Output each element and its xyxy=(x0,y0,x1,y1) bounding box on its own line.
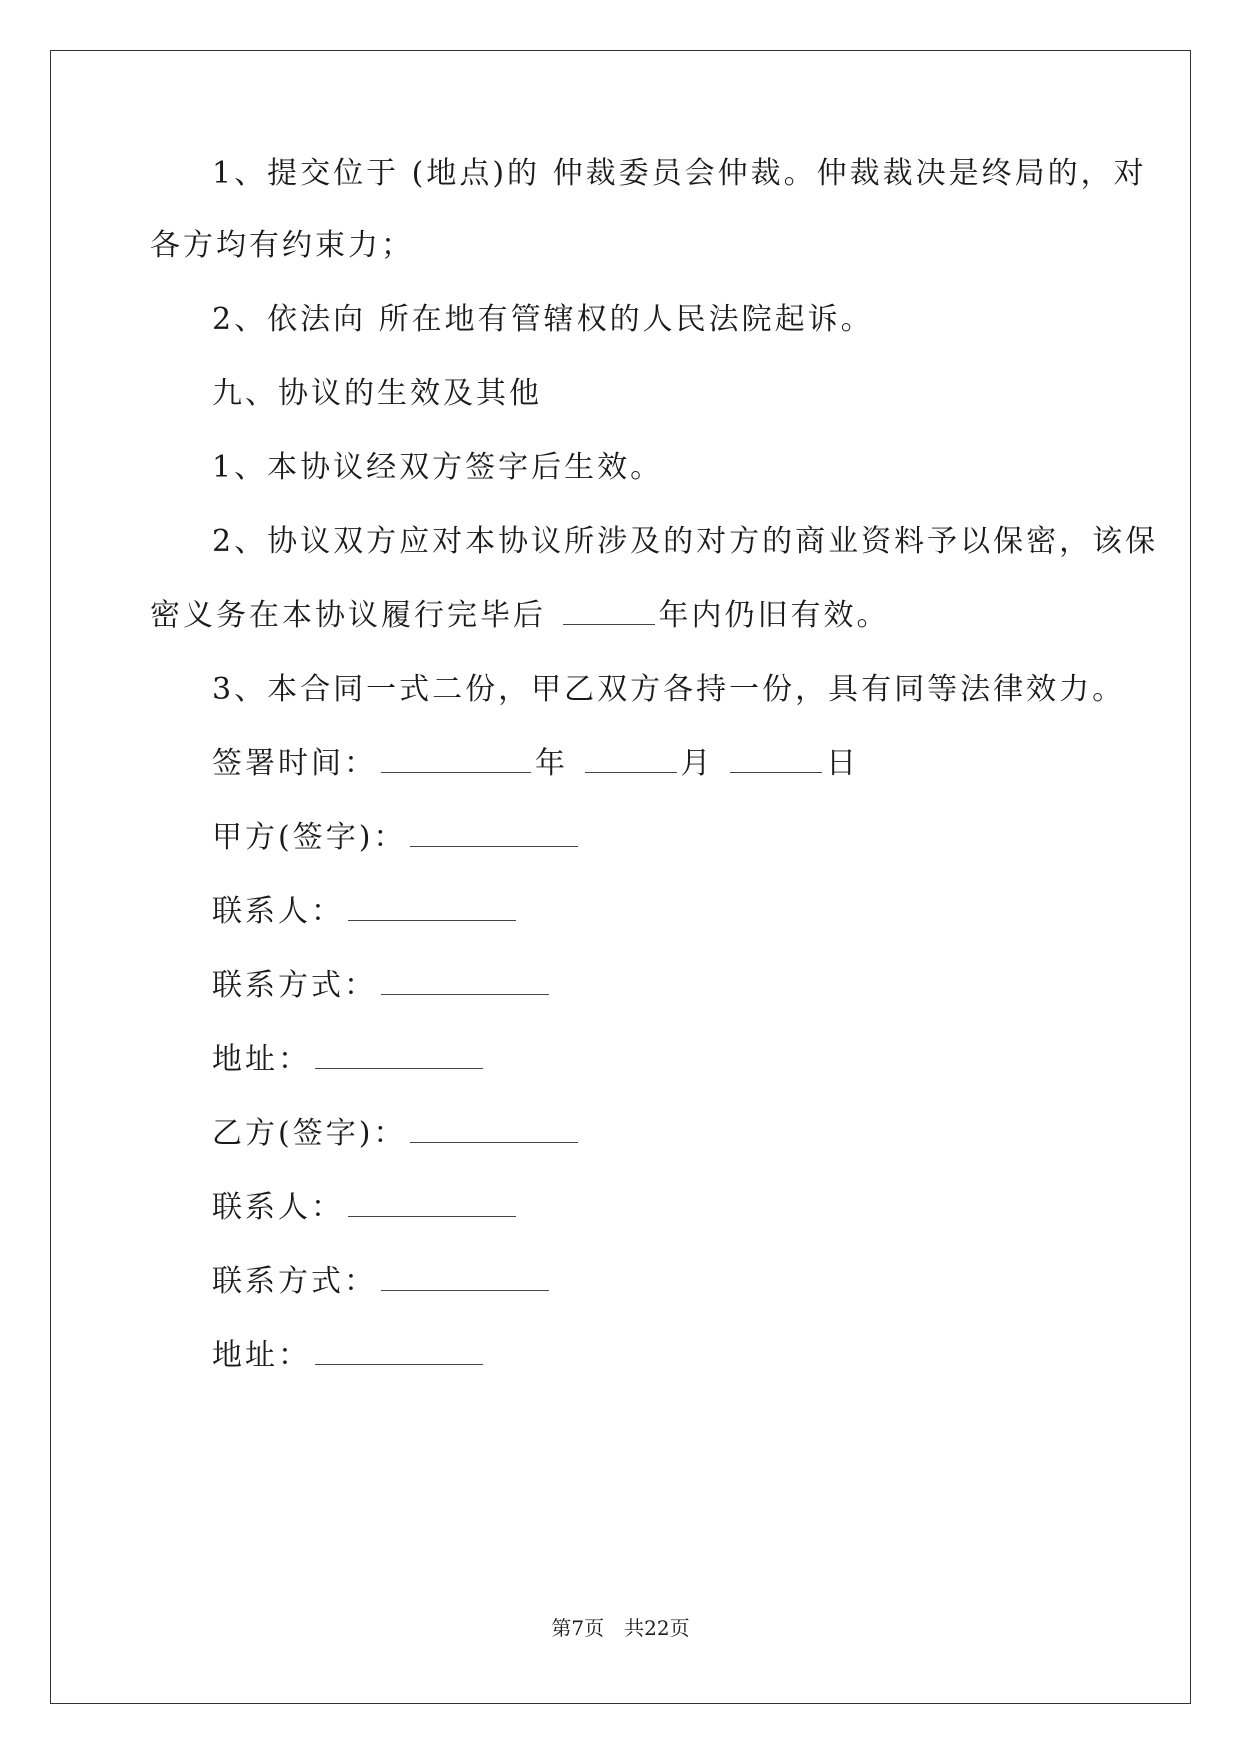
address-label: 地址： xyxy=(212,1042,311,1077)
contact-method-label: 联系方式： xyxy=(212,968,377,1003)
arbitration-clause-1-line2: 各方均有约束力； xyxy=(150,228,414,263)
effect-clause-1: 1、本协议经双方签字后生效。 xyxy=(212,450,664,485)
confidentiality-text-post: 年内仍旧有效。 xyxy=(658,598,890,633)
address-label: 地址： xyxy=(212,1338,311,1373)
year-label: 年 xyxy=(535,746,568,781)
sign-date-row xyxy=(212,746,859,782)
party-b-contact-method-blank[interactable] xyxy=(381,1266,549,1291)
party-b-label: 乙方(签字)： xyxy=(212,1116,407,1151)
month-label: 月 xyxy=(680,746,714,781)
sign-date-label: 签署时间： xyxy=(212,746,377,781)
confidentiality-clause-line1: 2、协议双方应对本协议所涉及的对方的商业资料予以保密，该保 xyxy=(212,524,1159,559)
party-b-blank[interactable] xyxy=(410,1118,578,1143)
years-blank[interactable] xyxy=(563,600,655,625)
page-number-footer: 第7页 共22页 xyxy=(551,1616,690,1640)
party-a-address-row xyxy=(212,1042,487,1078)
party-a-contact-person-row xyxy=(212,894,520,930)
party-b-sign-row xyxy=(212,1116,582,1152)
party-b-contact-method-row xyxy=(212,1264,553,1300)
contact-person-label: 联系人： xyxy=(212,1190,344,1225)
party-b-address-blank[interactable] xyxy=(315,1340,483,1365)
party-a-blank[interactable] xyxy=(410,822,578,847)
day-label: 日 xyxy=(826,746,860,781)
arbitration-clause-1-line1: 1、提交位于 (地点)的 仲裁委员会仲裁。仲裁裁决是终局的，对 xyxy=(212,156,1147,191)
contact-person-label: 联系人： xyxy=(212,894,344,929)
contact-method-label: 联系方式： xyxy=(212,1264,377,1299)
party-a-sign-row xyxy=(212,820,582,856)
day-blank[interactable] xyxy=(730,748,822,773)
party-a-contact-person-blank[interactable] xyxy=(348,896,516,921)
year-blank[interactable] xyxy=(381,748,531,773)
arbitration-clause-2: 2、依法向 所在地有管辖权的人民法院起诉。 xyxy=(212,302,874,337)
party-a-contact-method-row xyxy=(212,968,553,1004)
confidentiality-clause-line2 xyxy=(150,598,890,634)
party-b-contact-person-row xyxy=(212,1190,520,1226)
month-blank[interactable] xyxy=(585,748,677,773)
page-border xyxy=(50,50,1191,1704)
party-b-address-row xyxy=(212,1338,487,1374)
party-a-contact-method-blank[interactable] xyxy=(381,970,549,995)
party-a-label: 甲方(签字)： xyxy=(212,820,407,855)
party-a-address-blank[interactable] xyxy=(315,1044,483,1069)
confidentiality-text-pre: 密义务在本协议履行完毕后 xyxy=(150,598,546,633)
copies-clause-3: 3、本合同一式二份，甲乙双方各持一份，具有同等法律效力。 xyxy=(212,672,1126,707)
party-b-contact-person-blank[interactable] xyxy=(348,1192,516,1217)
section-9-heading: 九、协议的生效及其他 xyxy=(212,376,542,411)
